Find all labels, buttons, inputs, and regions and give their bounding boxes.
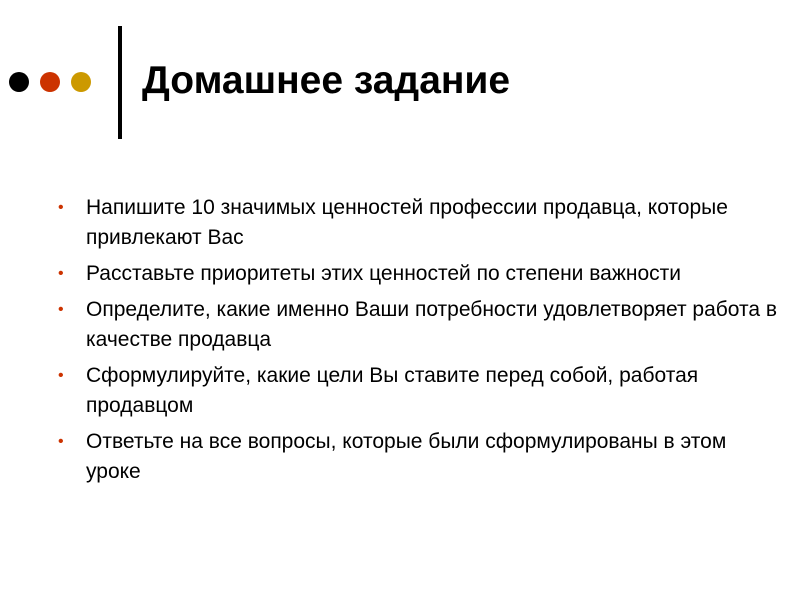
list-item-text: Расставьте приоритеты этих ценностей по степени важности [86, 262, 682, 285]
bullet-icon: • [58, 199, 64, 216]
list-item-text: Определите, какие именно Ваши потребности удовлетворяет работа в качестве продавца [86, 298, 778, 351]
list-item [58, 193, 778, 253]
decorative-dots [9, 72, 91, 92]
bullet-icon: • [58, 301, 64, 318]
list-item [58, 295, 778, 355]
list-item [58, 427, 778, 487]
gold-dot-icon [71, 72, 91, 92]
list-item [58, 361, 778, 421]
list-item-text: Напишите 10 значимых ценностей профессии продавца, которые привлекают Вас [86, 196, 728, 249]
title-divider [118, 26, 122, 139]
red-dot-icon [40, 72, 60, 92]
list-item-text: Ответьте на все вопросы, которые были сформулированы в этом уроке [86, 430, 727, 483]
bullet-list [58, 193, 778, 493]
slide-title: Домашнее задание [142, 59, 511, 102]
list-item-text: Сформулируйте, какие цели Вы ставите перед собой, работая продавцом [86, 364, 699, 417]
bullet-icon: • [58, 433, 64, 450]
list-item [58, 259, 778, 289]
bullet-icon: • [58, 265, 64, 282]
black-dot-icon [9, 72, 29, 92]
bullet-icon: • [58, 367, 64, 384]
